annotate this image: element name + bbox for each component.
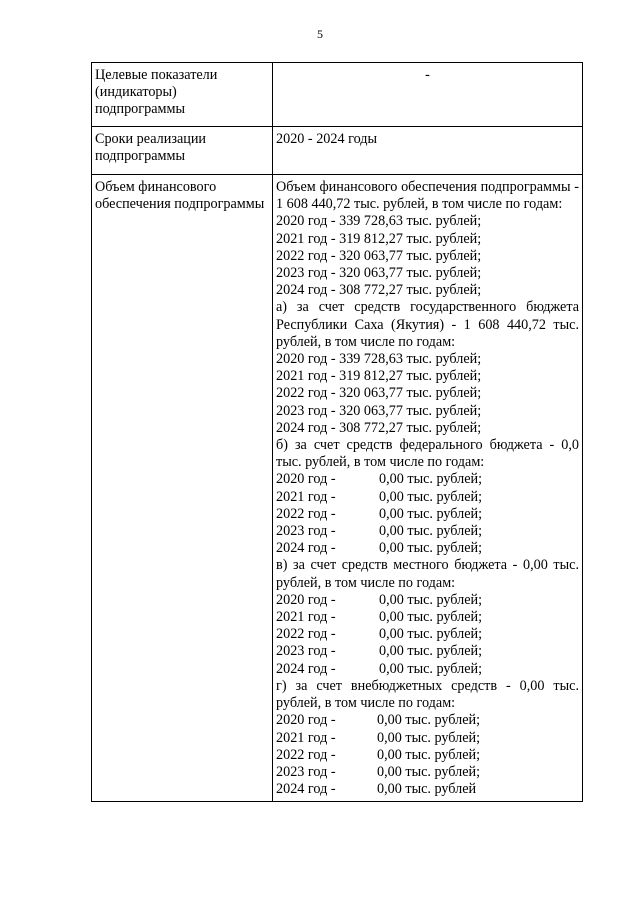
year-label: 2022 год -	[276, 746, 336, 763]
financing-total-year: 2022 год - 320 063,77 тыс. рублей;	[276, 247, 482, 264]
year-label: 2021 год -	[276, 609, 336, 626]
label-target-indicators: Целевые показатели (индикаторы) подпрограммы	[92, 63, 273, 127]
financing-state-budget-year: 2022 год - 320 063,77 тыс. рублей;	[276, 385, 482, 402]
value-financing	[273, 175, 583, 802]
financing-extrabudgetary-year	[276, 730, 579, 747]
table-row-target-indicators	[92, 63, 583, 127]
year-amount: 0,00 тыс. рублей	[377, 781, 477, 798]
financing-extrabudgetary-year	[276, 781, 579, 798]
year-label: 2023 год -	[276, 643, 336, 660]
financing-total-year: 2023 год - 320 063,77 тыс. рублей;	[276, 265, 482, 282]
target-indicators-value: -	[425, 67, 430, 83]
year-amount: 0,00 тыс. рублей;	[377, 712, 481, 729]
year-amount: 0,00 тыс. рублей;	[379, 626, 483, 643]
financing-local-budget-year	[276, 643, 579, 660]
year-amount: 0,00 тыс. рублей;	[379, 523, 483, 540]
year-label: 2024 год -	[276, 540, 336, 557]
year-amount: 0,00 тыс. рублей;	[379, 505, 483, 522]
year-label: 2021 год -	[276, 488, 336, 505]
financing-federal-budget-year	[276, 523, 579, 540]
year-amount: 0,00 тыс. рублей;	[379, 609, 483, 626]
financing-local-budget-year	[276, 592, 579, 609]
year-amount: 0,00 тыс. рублей;	[379, 540, 483, 557]
financing-local-budget-intro: в) за счет средств местного бюджета - 0,00 тыс. рублей, в том числе по годам:	[276, 557, 579, 591]
table-row-implementation-period	[92, 127, 583, 175]
financing-total-year: 2021 год - 319 812,27 тыс. рублей;	[276, 230, 482, 247]
financing-local-budget-year	[276, 661, 579, 678]
value-target-indicators	[273, 63, 583, 127]
financing-extrabudgetary-year	[276, 747, 579, 764]
financing-local-budget-year	[276, 609, 579, 626]
financing-state-budget-year: 2023 год - 320 063,77 тыс. рублей;	[276, 402, 482, 419]
financing-federal-budget-year	[276, 471, 579, 488]
financing-total-year: 2020 год - 339 728,63 тыс. рублей;	[276, 213, 482, 230]
year-amount: 0,00 тыс. рублей;	[379, 591, 483, 608]
year-label: 2024 год -	[276, 660, 336, 677]
year-amount: 0,00 тыс. рублей;	[379, 488, 483, 505]
financing-total-intro: Объем финансового обеспечения подпрограммы - 1 608 440,72 тыс. рублей, в том числе по годам:	[276, 179, 579, 213]
year-label: 2023 год -	[276, 763, 336, 780]
year-label: 2020 год -	[276, 712, 336, 729]
year-amount: 0,00 тыс. рублей;	[377, 729, 481, 746]
year-label: 2022 год -	[276, 626, 336, 643]
label-implementation-period: Сроки реализации подпрограммы	[92, 127, 273, 175]
passport-table	[91, 62, 583, 802]
financing-state-budget-year: 2021 год - 319 812,27 тыс. рублей;	[276, 368, 482, 385]
financing-extrabudgetary-intro: г) за счет внебюджетных средств - 0,00 тыс. рублей, в том числе по годам:	[276, 677, 579, 712]
year-label: 2021 год -	[276, 729, 336, 746]
year-label: 2024 год -	[276, 781, 336, 798]
year-label: 2020 год -	[276, 591, 336, 608]
year-amount: 0,00 тыс. рублей;	[379, 643, 483, 660]
financing-federal-budget-intro: б) за счет средств федерального бюджета - 0,0 тыс. рублей, в том числе по годам:	[276, 437, 579, 471]
financing-federal-budget-year	[276, 489, 579, 506]
year-label: 2023 год -	[276, 523, 336, 540]
financing-state-budget-intro: а) за счет средств государственного бюджета Республики Саха (Якутия) - 1 608 440,72 тыс. рублей, в том числе по годам:	[276, 299, 579, 350]
year-amount: 0,00 тыс. рублей;	[377, 763, 481, 780]
financing-state-budget-year: 2024 год - 308 772,27 тыс. рублей;	[276, 419, 482, 436]
financing-local-budget-year	[276, 626, 579, 643]
year-amount: 0,00 тыс. рублей;	[377, 746, 481, 763]
financing-extrabudgetary-year	[276, 764, 579, 781]
financing-federal-budget-year	[276, 540, 579, 557]
financing-state-budget-year: 2020 год - 339 728,63 тыс. рублей;	[276, 351, 482, 368]
table-row-financing	[92, 175, 583, 802]
financing-extrabudgetary-year	[276, 712, 579, 729]
year-amount: 0,00 тыс. рублей;	[379, 660, 483, 677]
value-implementation-period: 2020 - 2024 годы	[273, 127, 583, 175]
financing-federal-budget-year	[276, 506, 579, 523]
financing-total-year: 2024 год - 308 772,27 тыс. рублей;	[276, 282, 482, 299]
label-financing: Объем финансового обеспечения подпрограммы	[92, 175, 273, 802]
page-number: 5	[317, 27, 323, 41]
year-label: 2022 год -	[276, 505, 336, 522]
year-amount: 0,00 тыс. рублей;	[379, 471, 483, 488]
year-label: 2020 год -	[276, 471, 336, 488]
